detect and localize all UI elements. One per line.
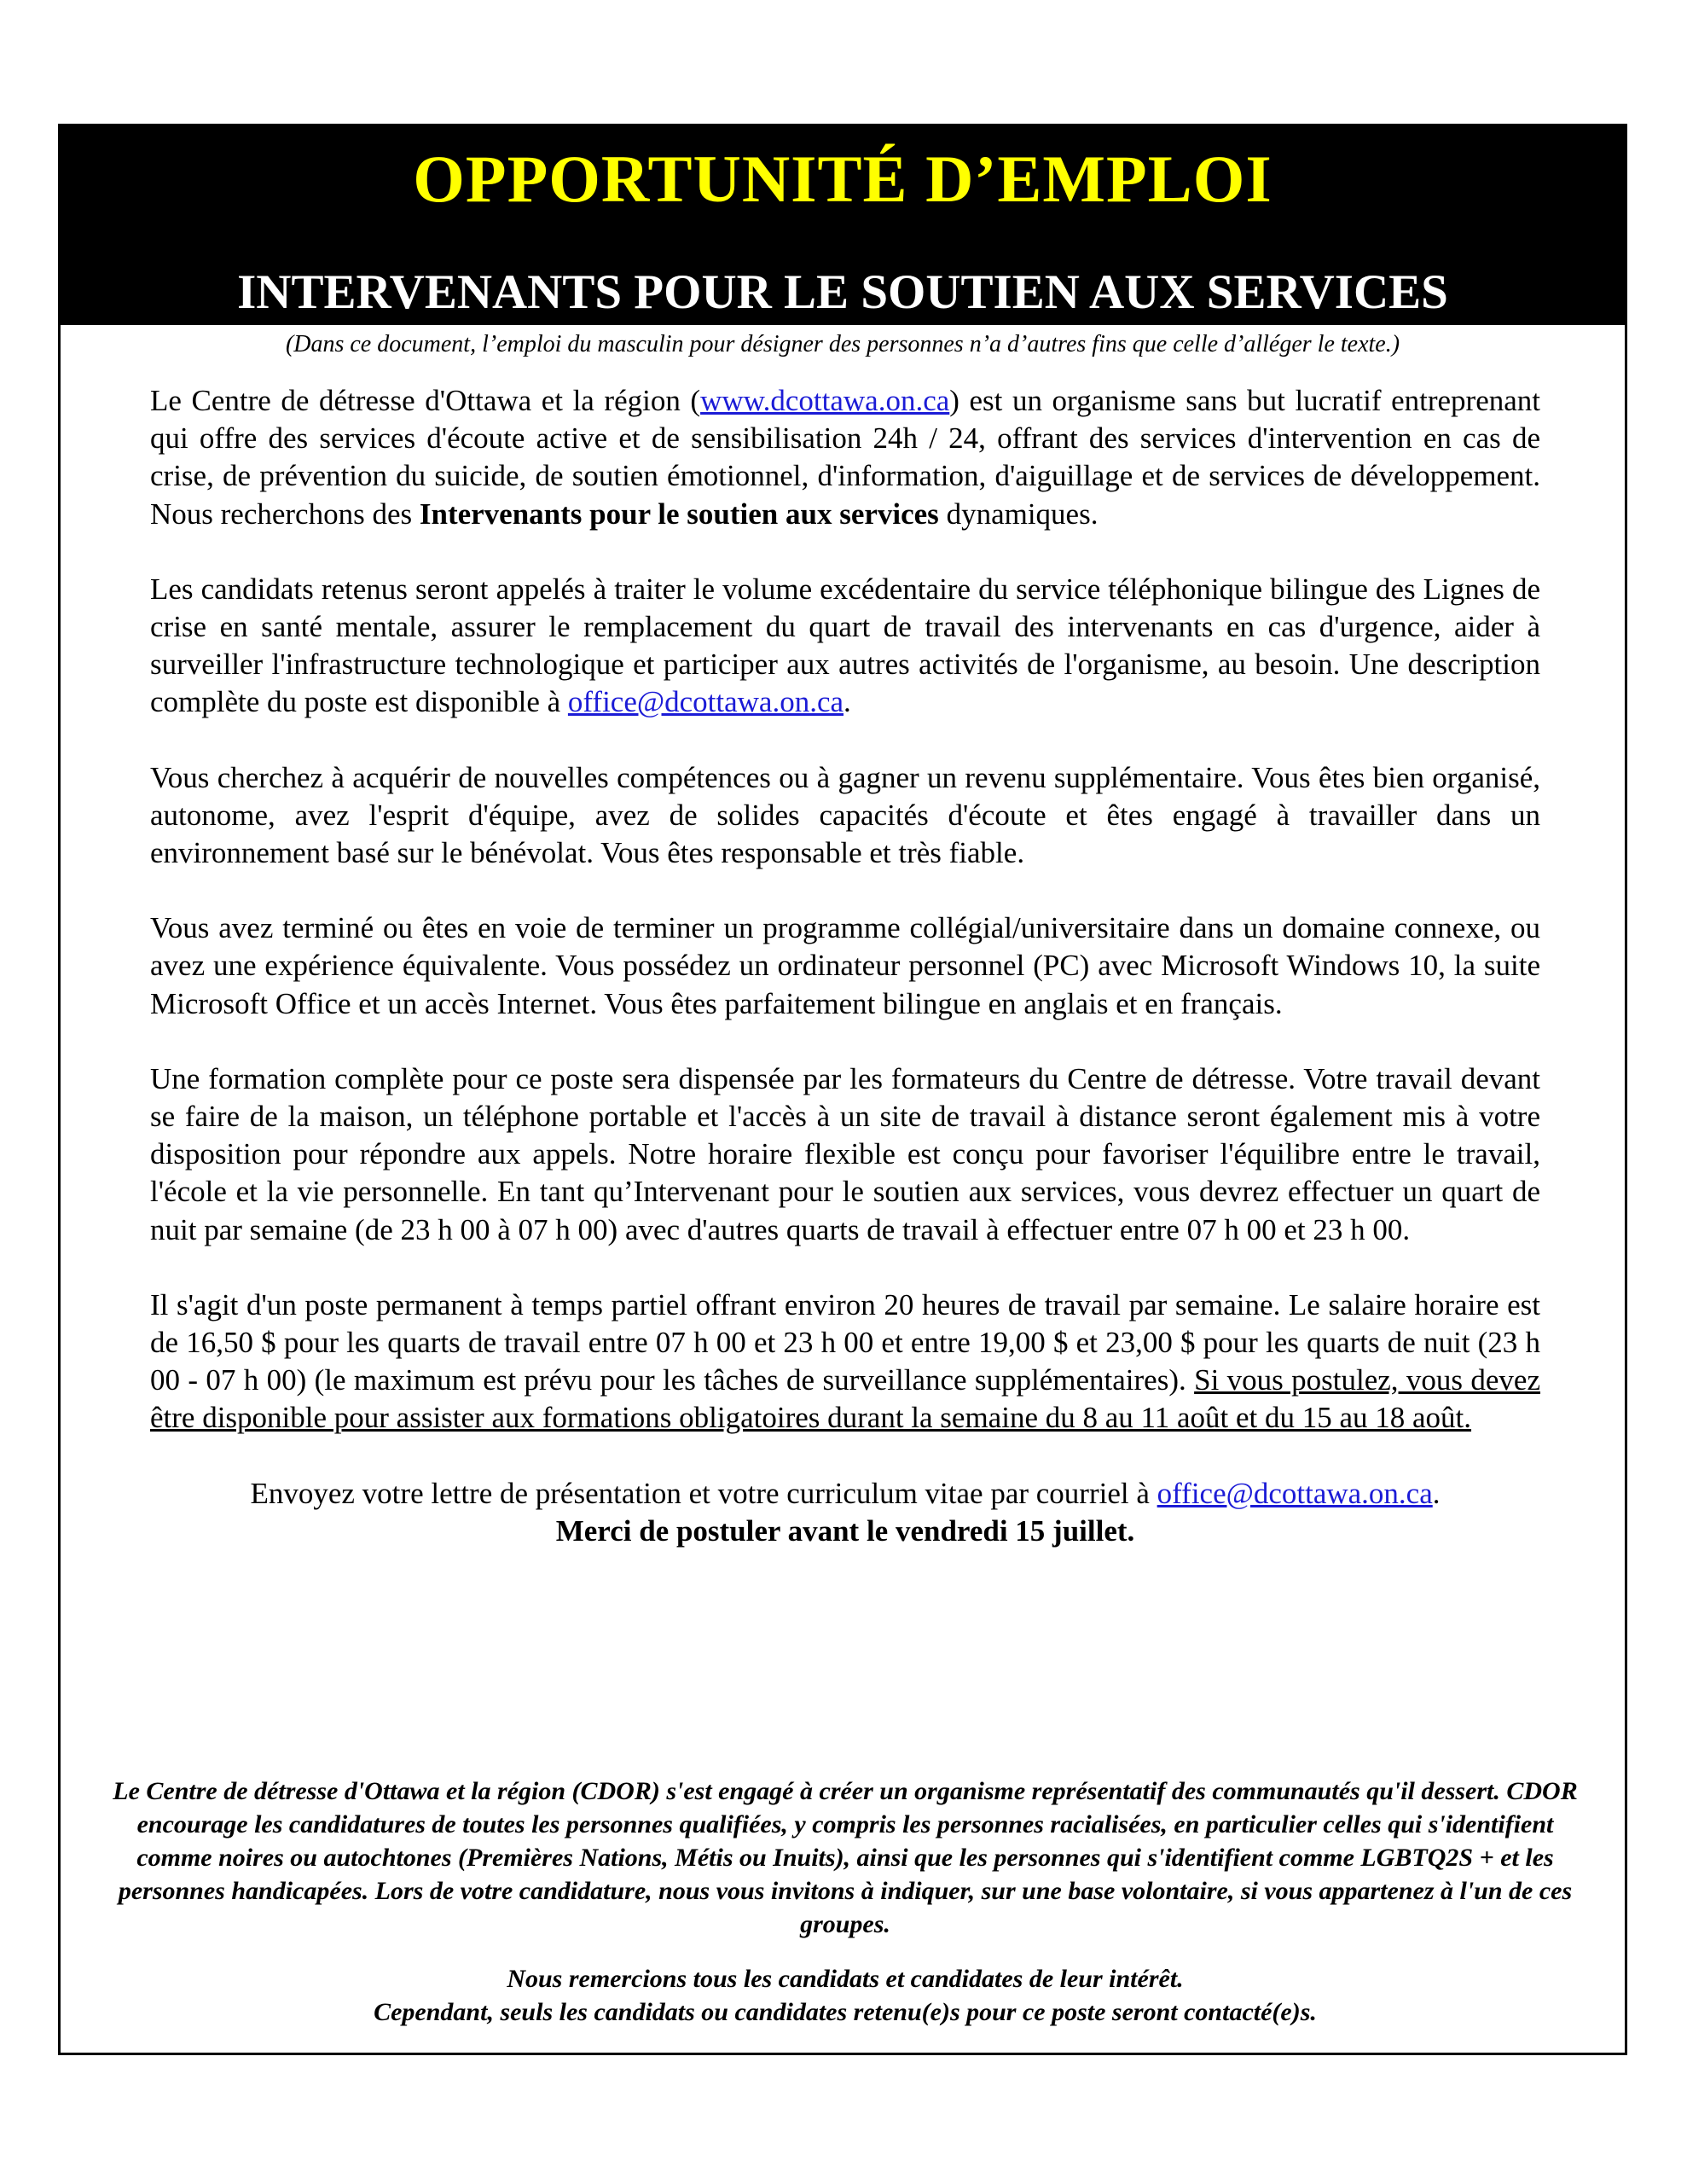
training-dates-notice: Si vous postulez, vous devez être disponible pour assister aux formations obligatoires durant la semaine du 8 au 11 août et du 15 au 18 août. bbox=[150, 1363, 1540, 1435]
paragraph-requirements: Vous avez terminé ou êtes en voie de terminer un programme collégial/universitaire dans un domaine connexe, ou avez une expérience équivalente. Vous possédez un ordinateur personnel (PC) avec Microsoft Windows 10, la suite Microsoft Office et un accès Internet. Vous êtes parfaitement bilingue en anglais et en français. bbox=[150, 911, 1540, 1020]
intro-text-start: Le Centre de détresse d'Ottawa et la région ( bbox=[150, 384, 701, 417]
website-link[interactable]: www.dcottawa.on.ca bbox=[700, 384, 950, 417]
diversity-statement: Le Centre de détresse d'Ottawa et la région (CDOR) s'est engagé à créer un organisme représentatif des communautés qu'il dessert. CDOR encourage les candidatures de toutes les personnes qualifiées, y compris les personnes racialisées, en particulier celles qui s'identifient comme noires ou autochtones (Premières Nations, Métis ou Inuits), ainsi que les personnes qui s'identifient comme LGBTQ2S + et les personnes handicapées. Lors de votre candidature, nous vous invitons à indiquer, sur une base volontaire, si vous appartenez à l'un de ces groupes. bbox=[113, 1777, 1578, 1938]
duties-text: Les candidats retenus seront appelés à traiter le volume excédentaire du service téléphonique bilingue des Lignes de crise en santé mentale, assurer le remplacement du quart de travail des intervenants en cas d'urgence, aider à surveiller l'infrastructure technologique et participer aux autres activités de l'organisme, au besoin. Une description complète du poste est disponible à bbox=[150, 572, 1540, 719]
paragraph-salary bbox=[150, 1287, 1540, 1438]
intro-text-middle: ) est un organisme sans but lucratif entreprenant qui offre des services d'écoute active et de sensibilisation 24h / 24, offrant des services d'intervention en cas de crise, de prévention du suicide, de soutien émotionnel, d'information, d'aiguillage et de services de développement. Nous recherchons des bbox=[150, 384, 1540, 531]
posting-body bbox=[150, 382, 1540, 1550]
page-title: OPPORTUNITÉ D’EMPLOI bbox=[413, 142, 1272, 216]
apply-instructions bbox=[150, 1475, 1540, 1513]
thanks-line-1: Nous remercions tous les candidats et candidates de leur intérêt. bbox=[507, 1965, 1184, 1993]
job-title: INTERVENANTS POUR LE SOUTIEN AUX SERVICES bbox=[237, 265, 1448, 319]
apply-text: Envoyez votre lettre de présentation et votre curriculum vitae par courriel à bbox=[250, 1476, 1157, 1510]
thanks-line-2: Cependant, seuls les candidats ou candidates retenu(e)s pour ce poste seront contacté(e)s. bbox=[374, 1998, 1317, 2026]
job-posting-frame bbox=[58, 124, 1627, 2055]
gender-note: (Dans ce document, l’emploi du masculin pour désigner des personnes n’a d’autres fins que celle d’alléger le texte.) bbox=[285, 331, 1400, 357]
salary-text: Il s'agit d'un poste permanent à temps partiel offrant environ 20 heures de travail par semaine. Le salaire horaire est de 16,50 $ pour les quarts de travail entre 07 h 00 et 23 h 00 et entre 19,00 $ et 23,00 $ pour les quarts de nuit (23 h 00 - 07 h 00) (le maximum est prévu pour les tâches de surveillance supplémentaires). bbox=[150, 1287, 1540, 1397]
apply-deadline: Merci de postuler avant le vendredi 15 juillet. bbox=[555, 1513, 1135, 1548]
paragraph-duties bbox=[150, 571, 1540, 722]
email-link-description[interactable]: office@dcottawa.on.ca bbox=[567, 685, 844, 719]
duties-text-end: . bbox=[844, 685, 851, 719]
email-link-apply[interactable]: office@dcottawa.on.ca bbox=[1157, 1476, 1433, 1510]
apply-text-end: . bbox=[1432, 1476, 1441, 1510]
paragraph-intro bbox=[150, 382, 1540, 533]
paragraph-profile: Vous cherchez à acquérir de nouvelles compétences ou à gagner un revenu supplémentaire. Vous êtes bien organisé, autonome, avez l'esprit d'équipe, avez de solides capacités d'écoute et êtes engagé à travailler dans un environnement basé sur le bénévolat. Vous êtes responsable et très fiable. bbox=[150, 760, 1540, 870]
header-band bbox=[61, 126, 1625, 325]
intro-text-end: dynamiques. bbox=[938, 497, 1099, 531]
paragraph-training: Une formation complète pour ce poste sera dispensée par les formateurs du Centre de détresse. Votre travail devant se faire de la maison, un téléphone portable et l'accès à un site de travail à distance seront également mis à votre disposition pour répondre aux appels. Notre horaire flexible est conçu pour favoriser l'équilibre entre le travail, l'école et la vie personnelle. En tant qu’Intervenant pour le soutien aux services, vous devrez effectuer un quart de nuit par semaine (de 23 h 00 à 07 h 00) avec d'autres quarts de travail à effectuer entre 07 h 00 et 23 h 00. bbox=[150, 1061, 1540, 1246]
intro-job-title: Intervenants pour le soutien aux services bbox=[419, 497, 939, 531]
